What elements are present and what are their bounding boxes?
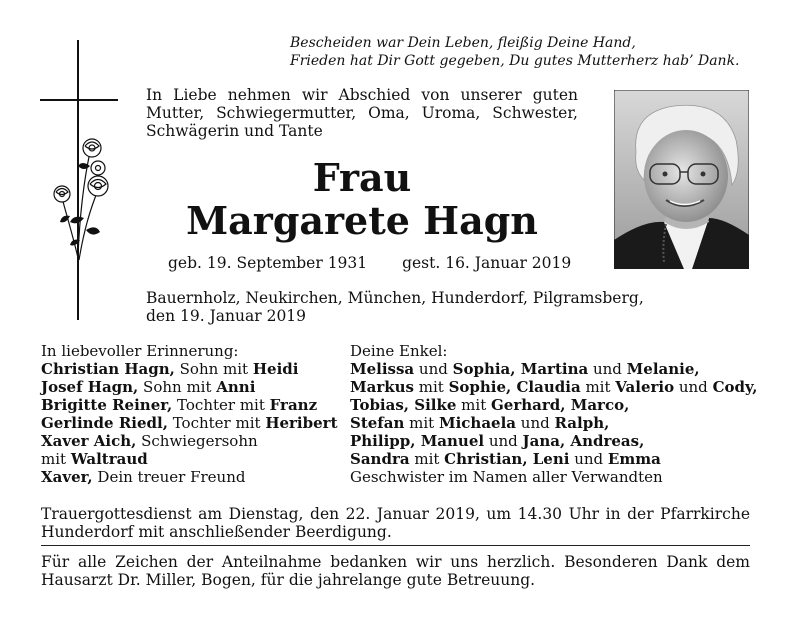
person-name: Christian Hagn, — [41, 360, 175, 378]
place-and-date — [146, 289, 666, 325]
relation-text: Dein treuer Freund — [92, 468, 246, 486]
poem-verse — [290, 34, 760, 70]
relation-text: Geschwister im Namen aller Verwandten — [350, 468, 663, 486]
person-name: Waltraud — [70, 450, 148, 468]
person-name: Jana, Andreas, — [522, 432, 645, 450]
person-name: Xaver, — [41, 468, 93, 486]
grandchildren-list-lines — [350, 360, 760, 486]
grandchild-entry — [350, 378, 760, 396]
person-name: Sophia, Martina — [452, 360, 589, 378]
person-name: Ralph, — [554, 414, 610, 432]
person-name: Franz — [269, 396, 318, 414]
relation-text: mit — [409, 450, 445, 468]
person-name: Xaver Aich, — [41, 432, 137, 450]
person-name: Melissa — [350, 360, 415, 378]
person-name: Gerlinde Riedl, — [41, 414, 168, 432]
relation-text: Sohn mit — [138, 378, 217, 396]
poem-line: Frieden hat Dir Gott gegeben, Du gutes Mutterherz hab’ Dank. — [290, 53, 740, 69]
relation-text: und — [674, 378, 713, 396]
person-name: Brigitte Reiner, — [41, 396, 173, 414]
grandchild-entry — [350, 360, 760, 378]
person-name: Anni — [216, 378, 256, 396]
intro-text: In Liebe nehmen wir Abschied von unserer guten Mutter, Schwiegermutter, Oma, Uroma, Schwester, Schwägerin und Tante — [146, 86, 578, 140]
person-name: Heribert — [265, 414, 338, 432]
portrait-photo — [614, 90, 749, 269]
grandchild-entry — [350, 450, 760, 468]
death-date: gest. 16. Januar 2019 — [402, 254, 572, 272]
family-entry — [41, 378, 341, 396]
relation-text: mit — [580, 378, 616, 396]
relation-text: und — [588, 360, 627, 378]
family-entry — [41, 468, 341, 486]
grandchildren-list — [350, 342, 760, 486]
person-name: Sophie, Claudia — [448, 378, 581, 396]
grandchild-entry — [350, 396, 760, 414]
person-name: Gerhard, Marco, — [491, 396, 630, 414]
divider — [41, 545, 750, 546]
person-name: Sandra — [350, 450, 410, 468]
place-text: Bauernholz, Neukirchen, München, Hunderdorf, Pilgramsberg, den 19. Januar 2019 — [146, 289, 644, 325]
person-name: Markus — [350, 378, 414, 396]
family-entry — [41, 414, 341, 432]
family-entry — [41, 396, 341, 414]
funeral-service-notice: Trauergottesdienst am Dienstag, den 22. Januar 2019, um 14.30 Uhr in der Pfarrkirche Hunderdorf mit anschließender Beerdigung. — [41, 505, 750, 541]
relation-text: und — [569, 450, 608, 468]
relation-text: Schwiegersohn — [136, 432, 258, 450]
thanks-notice: Für alle Zeichen der Anteilnahme bedanken wir uns herzlich. Besonderen Dank dem Hausarzt Dr. Miller, Bogen, für die jahrelange gute Betreuung. — [41, 553, 750, 589]
relation-text: mit — [413, 378, 449, 396]
person-name: Valerio — [615, 378, 675, 396]
family-entry — [41, 360, 341, 378]
deceased-name: Margarete Hagn — [186, 198, 538, 243]
relation-text: Sohn mit — [174, 360, 253, 378]
relation-text: mit — [456, 396, 491, 414]
person-name: Stefan — [350, 414, 405, 432]
family-list-heading: In liebevoller Erinnerung: — [41, 342, 239, 360]
family-entry — [41, 432, 341, 450]
grandchild-entry — [350, 432, 760, 450]
relation-text: mit — [41, 450, 71, 468]
person-name: Philipp, Manuel — [350, 432, 485, 450]
grandchild-entry — [350, 468, 760, 486]
relation-text: und — [516, 414, 555, 432]
relation-text: und — [414, 360, 453, 378]
poem-line: Bescheiden war Dein Leben, fleißig Deine Hand, — [290, 35, 636, 51]
cross-with-roses-icon — [40, 40, 118, 320]
person-name: Cody, — [712, 378, 758, 396]
deceased-name-block — [146, 156, 578, 242]
person-name: Josef Hagn, — [41, 378, 139, 396]
deceased-title: Frau — [312, 155, 412, 200]
birth-date: geb. 19. September 1931 — [168, 254, 368, 272]
relation-text: Tochter mit — [167, 414, 266, 432]
family-entry — [41, 450, 341, 468]
relation-text: Tochter mit — [172, 396, 270, 414]
person-name: Christian, Leni — [444, 450, 570, 468]
life-dates — [146, 254, 578, 272]
family-list-lines — [41, 360, 341, 486]
person-name: Michaela — [438, 414, 517, 432]
relation-text: und — [484, 432, 523, 450]
person-name: Tobias, Silke — [350, 396, 457, 414]
person-name: Emma — [607, 450, 661, 468]
family-list — [41, 342, 341, 486]
person-name: Heidi — [252, 360, 299, 378]
relation-text: mit — [404, 414, 439, 432]
grandchildren-list-heading: Deine Enkel: — [350, 342, 448, 360]
grandchild-entry — [350, 414, 760, 432]
person-name: Melanie, — [626, 360, 700, 378]
